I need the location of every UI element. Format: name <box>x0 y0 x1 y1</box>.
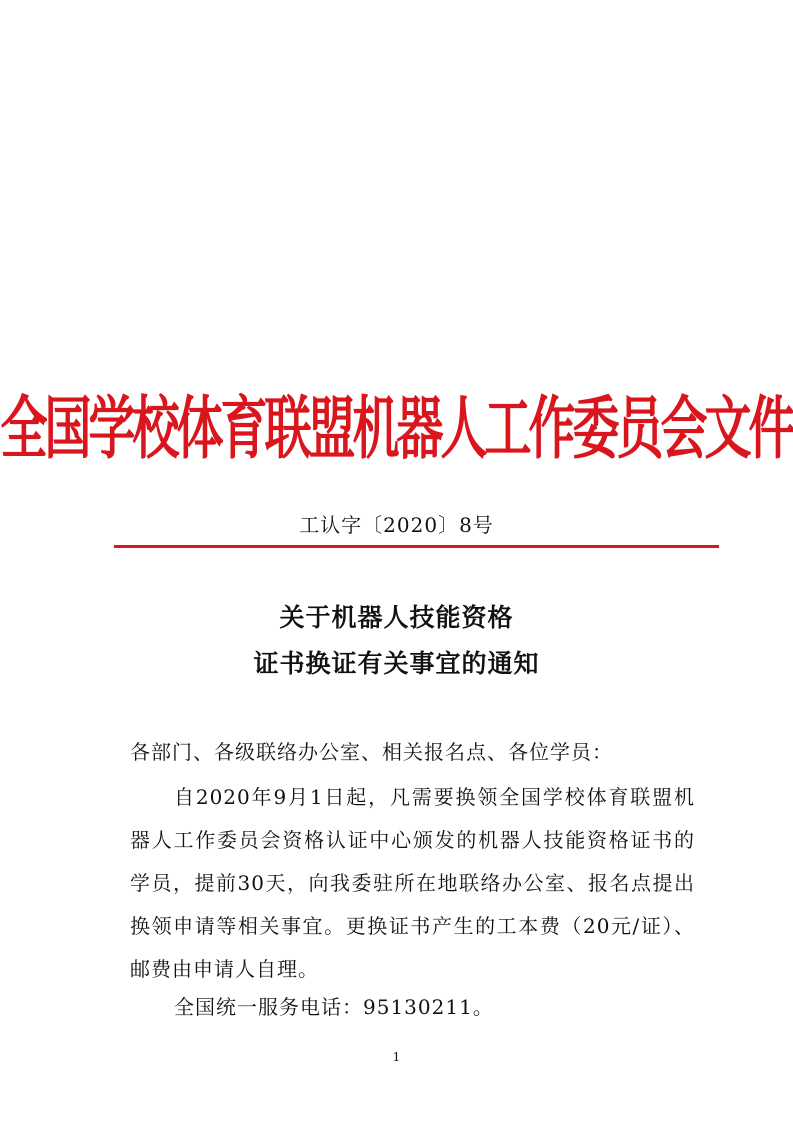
notice-title-line-2: 证书换证有关事宜的通知 <box>253 649 540 678</box>
page-number: 1 <box>392 1050 401 1064</box>
red-divider-line <box>114 545 719 548</box>
notice-title-line-1: 关于机器人技能资格 <box>279 603 514 632</box>
notice-body-paragraph: 自2020年9月1日起，凡需要换领全国学校体育联盟机器人工作委员会资格认证中心颁发的机器人技能资格证书的学员，提前30天，向我委驻所在地联络办公室、报名点提出换领申请等相关事宜。更换证书产生的工本费（20元/证）、邮费由申请人自理。 <box>130 785 695 981</box>
document-number: 工认字〔2020〕8号 <box>299 513 494 537</box>
salutation: 各部门、各级联络办公室、相关报名点、各位学员： <box>130 740 613 764</box>
service-hotline: 全国统一服务电话：95130211。 <box>174 995 494 1019</box>
issuer-masthead: 全国学校体育联盟机器人工作委员会文件 <box>0 389 793 470</box>
